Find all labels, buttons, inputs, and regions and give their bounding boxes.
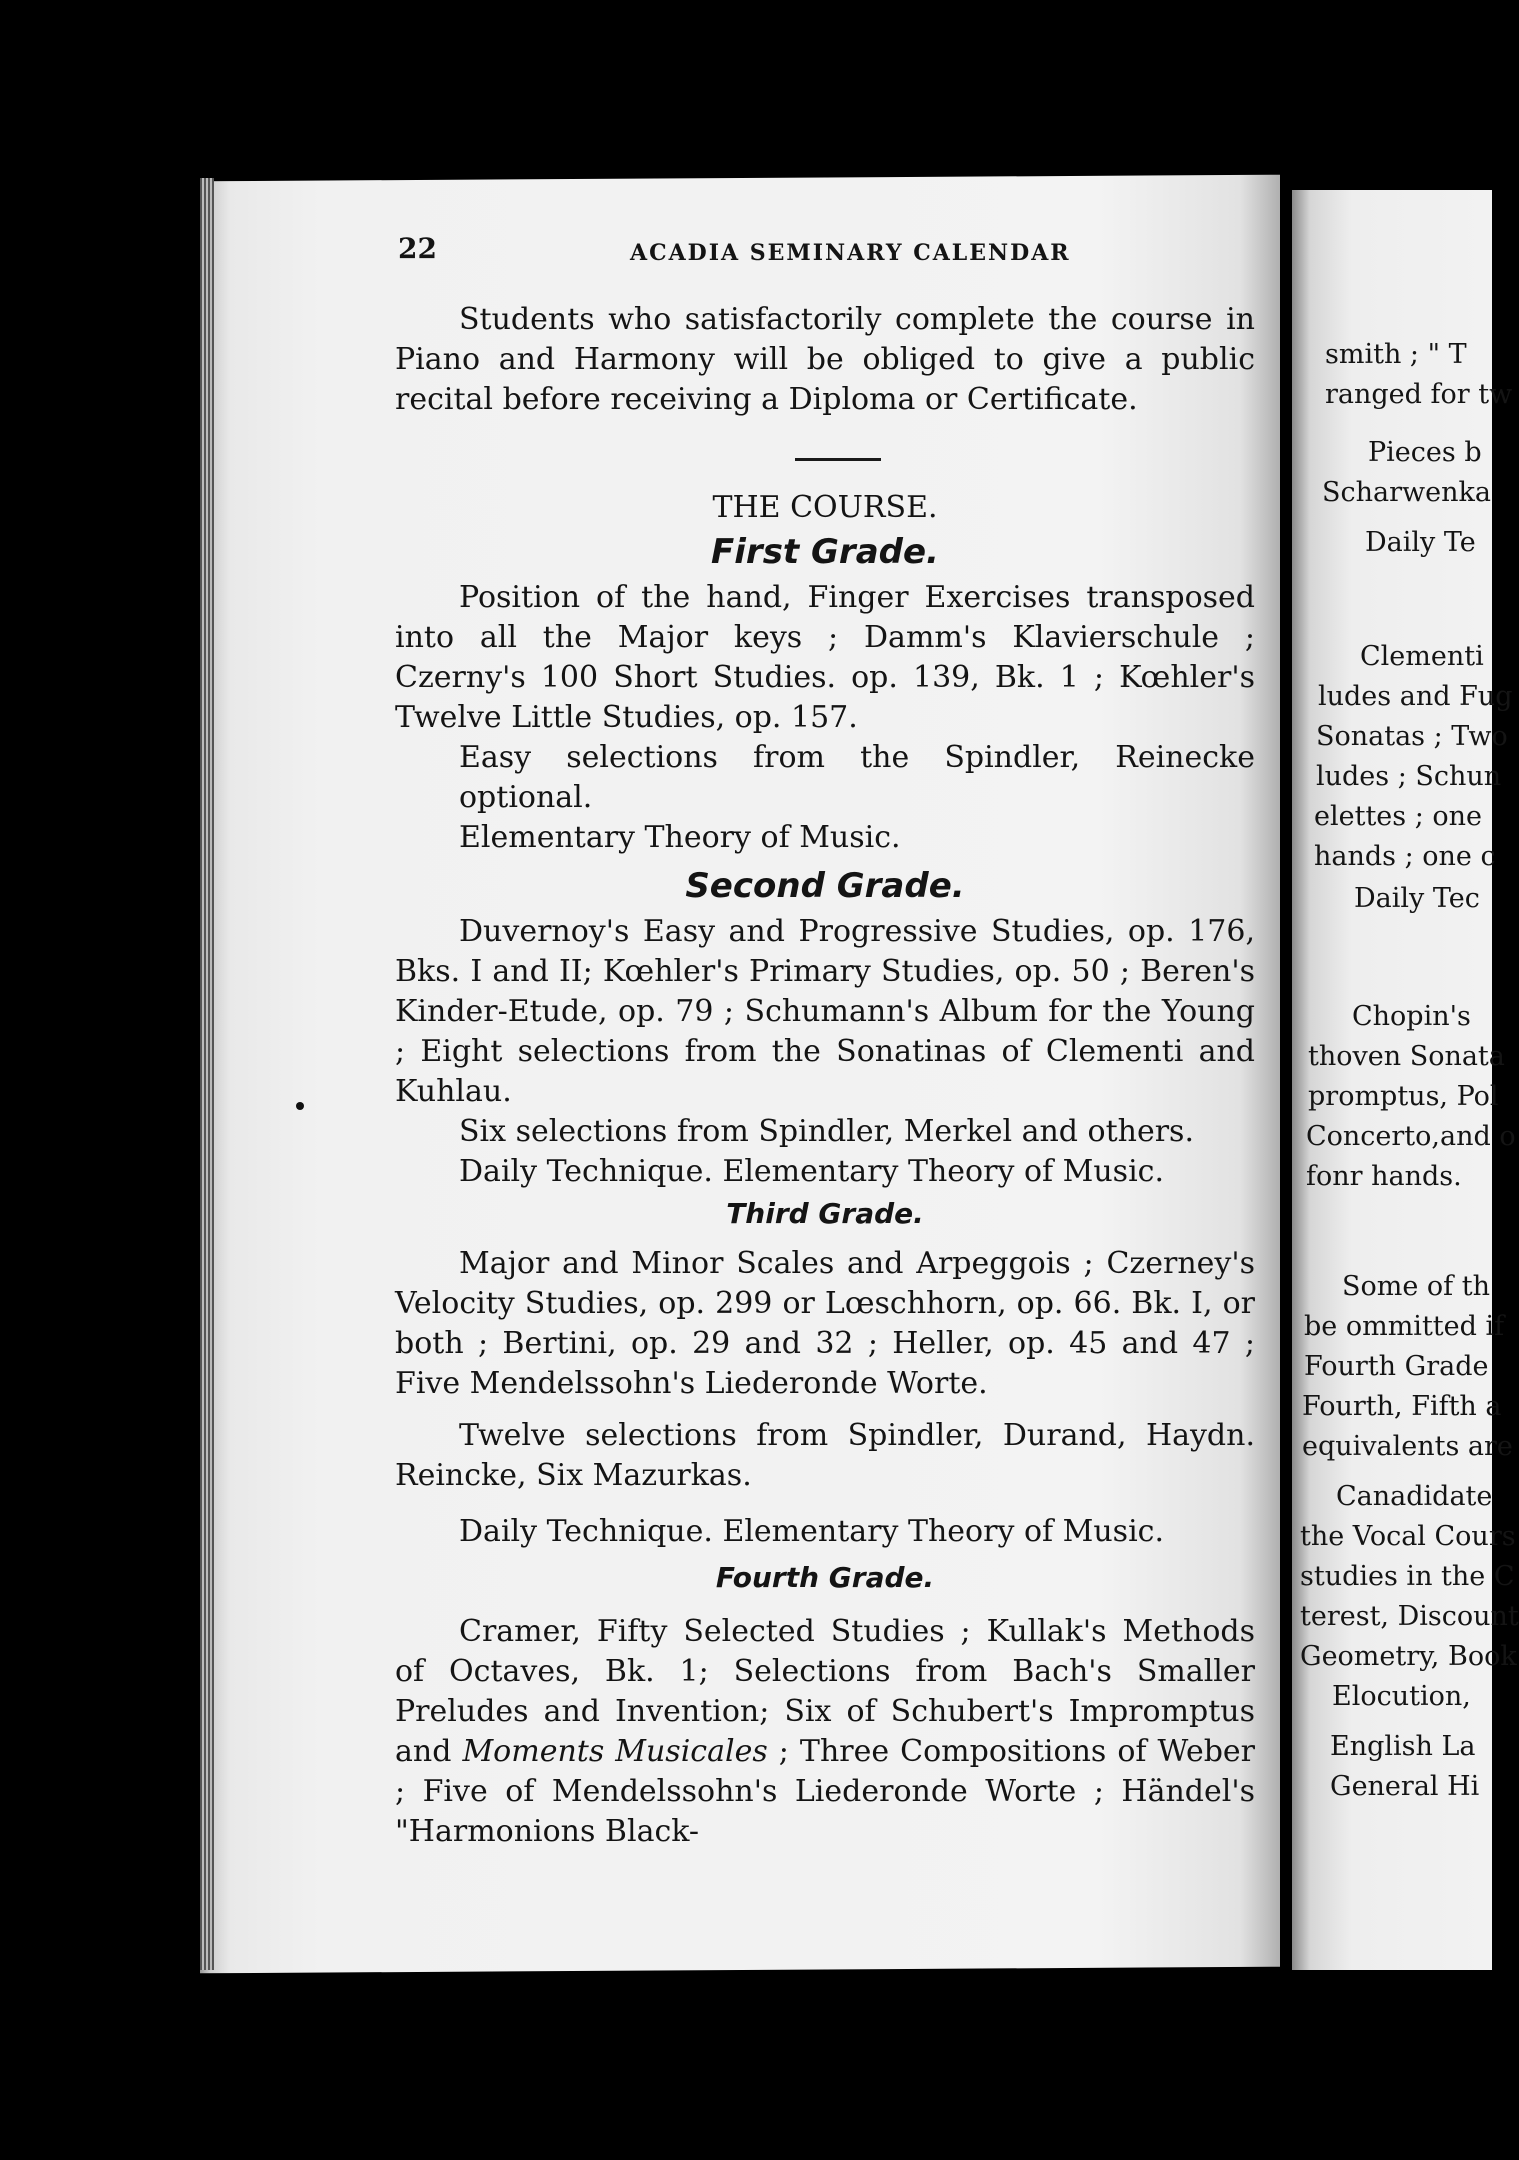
third-grade-title: Third Grade. xyxy=(726,1197,924,1230)
third-grade-selections: Twelve selections from Spindler, Durand, Haydn. Reincke, Six Mazurkas. xyxy=(395,1418,1255,1493)
intro-paragraph: Students who satisfactorily complete the course in Piano and Harmony will be obliged to give a public recital before receiving a Diploma or Certificate. xyxy=(395,302,1255,417)
second-grade-title: Second Grade. xyxy=(685,866,965,906)
right-line: studies in the C xyxy=(1300,1561,1515,1592)
right-line: ludes ; Schun xyxy=(1316,761,1502,792)
right-line: fonr hands. xyxy=(1306,1161,1462,1192)
third-grade-paragraph: Major and Minor Scales and Arpeggois ; Czerney's Velocity Studies, op. 299 or Lœschhorn, op. 66. Bk. I, or both ; Bertini, op. 29 and 32 ; Heller, op. 45 and 47 ; Five Mendelssohn's Liederonde Worte. xyxy=(395,1246,1255,1401)
ink-speck xyxy=(296,1102,304,1110)
running-header: ACADIA SEMINARY CALENDAR xyxy=(630,240,1071,266)
intro-block xyxy=(395,300,1255,420)
fourth-grade-italic-title: Moments Musicales xyxy=(462,1734,768,1769)
right-line: Some of th xyxy=(1342,1271,1490,1302)
fourth-grade-paragraph xyxy=(395,1612,1255,1852)
second-grade-paragraph: Duvernoy's Easy and Progressive Studies, op. 176, Bks. I and II; Kœhler's Primary Studies, op. 50 ; Beren's Kinder-Etude, op. 79 ; Schumann's Album for the Young ; Eight selections from the Sonatinas of Clementi and Kuhlau. xyxy=(395,914,1255,1109)
right-line: Pieces b xyxy=(1368,437,1482,468)
right-line: elettes ; one xyxy=(1314,801,1483,832)
right-line: be ommitted if xyxy=(1304,1311,1505,1342)
fourth-grade-text-b: ; Three Compositions of Weber ; Five of Mendelssohn's Liederonde Worte ; Händel's "Harmonions Black- xyxy=(395,1734,1256,1849)
right-line: Clementi xyxy=(1360,641,1484,672)
right-line: Chopin's xyxy=(1352,1001,1471,1032)
course-heading: THE COURSE. xyxy=(712,490,938,525)
page-number: 22 xyxy=(398,232,437,265)
right-line: Fourth, Fifth a xyxy=(1302,1391,1502,1422)
left-page-binding-edge xyxy=(200,178,214,1970)
right-line: English La xyxy=(1330,1731,1476,1762)
right-line: promptus, Pol xyxy=(1308,1081,1499,1112)
right-line: thoven Sonata xyxy=(1308,1041,1505,1072)
right-line: ludes and Fug xyxy=(1318,681,1513,712)
second-grade-technique: Daily Technique. Elementary Theory of Music. xyxy=(459,1154,1165,1189)
right-line: hands ; one c xyxy=(1314,841,1496,872)
right-line: General Hi xyxy=(1330,1771,1480,1802)
third-grade-technique: Daily Technique. Elementary Theory of Music. xyxy=(459,1514,1165,1549)
right-line: Daily Tec xyxy=(1354,883,1480,914)
fourth-grade-title: Fourth Grade. xyxy=(715,1561,935,1594)
right-line: Geometry, Book xyxy=(1300,1641,1517,1672)
right-line: Canadidate xyxy=(1336,1481,1493,1512)
second-grade-selections: Six selections from Spindler, Merkel and others. xyxy=(459,1114,1194,1149)
course-block xyxy=(395,488,1255,1852)
right-line: terest, Discount xyxy=(1300,1601,1519,1632)
right-line: Sonatas ; Two xyxy=(1316,721,1508,752)
right-line: ranged for tw xyxy=(1325,379,1513,410)
first-grade-paragraph: Position of the hand, Finger Exercises transposed into all the Major keys ; Damm's Klavierschule ; Czerny's 100 Short Studies. op. 139, Bk. 1 ; Kœhler's Twelve Little Studies, op. 157. xyxy=(395,580,1255,735)
right-line: Daily Te xyxy=(1365,527,1476,558)
fourth-grade-text-a: Cramer, Fifty Selected Studies ; Kullak's Methods of Octaves, Bk. 1; Selections from Bach's Smaller Preludes and Invention; Six of Schubert's Impromptus and xyxy=(395,1614,1255,1769)
right-line: Fourth Grade xyxy=(1304,1351,1489,1382)
first-grade-theory: Elementary Theory of Music. xyxy=(459,820,901,855)
right-page-text xyxy=(1300,335,1519,1855)
right-line: Concerto,and o xyxy=(1306,1121,1516,1152)
first-grade-selections: Easy selections from the Spindler, Reinecke optional. xyxy=(459,740,1255,815)
right-line: the Vocal Cours xyxy=(1300,1521,1516,1552)
right-line: Scharwenka xyxy=(1322,477,1491,508)
section-rule xyxy=(795,458,881,461)
right-line: smith ; " T xyxy=(1325,339,1467,370)
right-line: equivalents are xyxy=(1302,1431,1513,1462)
right-line: Elocution, xyxy=(1332,1681,1471,1712)
first-grade-title: First Grade. xyxy=(711,532,939,572)
